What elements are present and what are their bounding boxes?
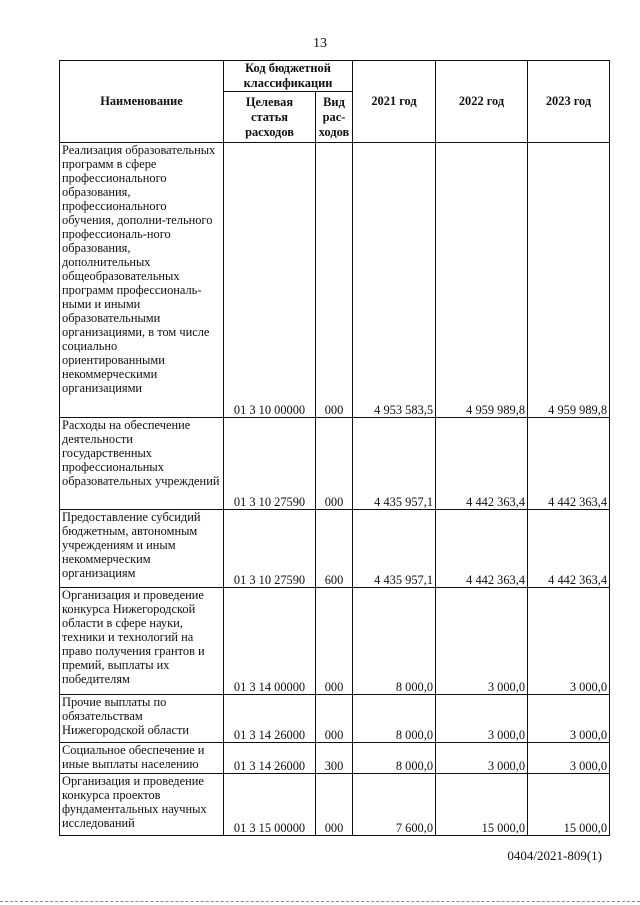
row-target-item: 01 3 14 26000 [224, 743, 316, 774]
row-2021: 4 435 957,1 [353, 510, 436, 588]
row-target-item: 01 3 14 26000 [224, 695, 316, 743]
row-2022: 4 442 363,4 [436, 418, 528, 510]
header-2022: 2022 год [436, 61, 528, 143]
row-2022: 15 000,0 [436, 774, 528, 836]
row-expense-type: 600 [316, 510, 353, 588]
row-name: Организация и проведение конкурса Нижегородской области в сфере науки, техники и технологий на право получения грантов и премий, выплаты их победителям [60, 588, 224, 695]
table-row [60, 695, 610, 743]
table-row [60, 510, 610, 588]
header-target-item: Целевая статья расходов [224, 92, 316, 143]
row-2022: 4 442 363,4 [436, 510, 528, 588]
table-row [60, 774, 610, 836]
table-row [60, 588, 610, 695]
row-expense-type: 000 [316, 588, 353, 695]
row-name: Социальное обеспечение и иные выплаты населению [60, 743, 224, 774]
row-name: Прочие выплаты по обязательствам Нижегородской области [60, 695, 224, 743]
scan-edge-divider [0, 901, 640, 903]
budget-table [59, 60, 610, 836]
row-2023: 4 442 363,4 [528, 418, 610, 510]
header-name: Наименование [60, 61, 224, 143]
row-2023: 4 959 989,8 [528, 143, 610, 418]
row-target-item: 01 3 10 27590 [224, 418, 316, 510]
row-target-item: 01 3 10 27590 [224, 510, 316, 588]
row-name: Организация и проведение конкурса проектов фундаментальных научных исследований [60, 774, 224, 836]
row-2021: 4 953 583,5 [353, 143, 436, 418]
row-name: Реализация образовательных программ в сфере профессионального образования, профессионального обучения, дополни-тельного профессиональ-ного образования, дополнительных общеобразовательных программ профессиональ-ными и иными образовательными организациями, в том числе социально ориентированными некоммерческими организациями [60, 143, 224, 418]
row-2021: 8 000,0 [353, 588, 436, 695]
row-name: Предоставление субсидий бюджетным, автономным учреждениям и иным некоммерческим организациям [60, 510, 224, 588]
row-expense-type: 300 [316, 743, 353, 774]
page-number: 13 [313, 36, 327, 51]
row-2023: 15 000,0 [528, 774, 610, 836]
document-code: 0404/2021-809(1) [507, 848, 602, 863]
row-target-item: 01 3 14 00000 [224, 588, 316, 695]
row-2021: 4 435 957,1 [353, 418, 436, 510]
row-2022: 3 000,0 [436, 743, 528, 774]
row-2023: 3 000,0 [528, 588, 610, 695]
row-expense-type: 000 [316, 143, 353, 418]
row-name: Расходы на обеспечение деятельности государственных профессиональных образовательных учреждений [60, 418, 224, 510]
row-target-item: 01 3 15 00000 [224, 774, 316, 836]
row-2023: 3 000,0 [528, 743, 610, 774]
row-2022: 3 000,0 [436, 588, 528, 695]
row-2023: 4 442 363,4 [528, 510, 610, 588]
row-expense-type: 000 [316, 695, 353, 743]
header-2023: 2023 год [528, 61, 610, 143]
row-2023: 3 000,0 [528, 695, 610, 743]
header-expense-type: Вид рас-ходов [316, 92, 353, 143]
row-2021: 7 600,0 [353, 774, 436, 836]
header-code-group: Код бюджетной классификации [224, 61, 353, 92]
row-2021: 8 000,0 [353, 743, 436, 774]
row-expense-type: 000 [316, 774, 353, 836]
row-expense-type: 000 [316, 418, 353, 510]
header-2021: 2021 год [353, 61, 436, 143]
table-row [60, 743, 610, 774]
row-2021: 8 000,0 [353, 695, 436, 743]
row-2022: 4 959 989,8 [436, 143, 528, 418]
table-row [60, 418, 610, 510]
row-2022: 3 000,0 [436, 695, 528, 743]
row-target-item: 01 3 10 00000 [224, 143, 316, 418]
table-row [60, 143, 610, 418]
